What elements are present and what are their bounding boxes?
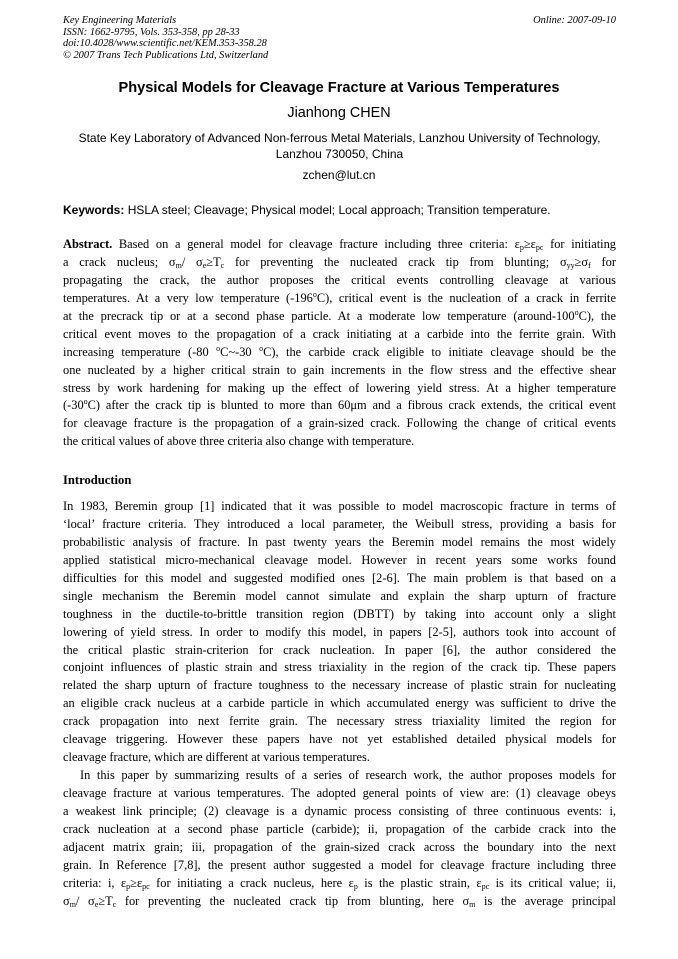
- abstract-label: Abstract.: [63, 237, 113, 251]
- keywords-label: Keywords:: [63, 203, 125, 217]
- abstract-line: increasing temperature (-80 $^o$C~-30 $^o$C), the carbide crack eligible to initiate cleavage should be the: [63, 343, 616, 359]
- issn-line: ISSN: 1662-9795, Vols. 353-358, pp 28-33: [63, 26, 240, 38]
- body-line: related the sharp upturn of fracture toughness to the necessary increase of plastic strain for nucleating: [63, 678, 616, 693]
- body-line: difficulties for this model and suggested modified ones [2-6]. The main problem is that based on a: [63, 570, 616, 585]
- author-email: zchen@lut.cn: [302, 168, 376, 182]
- body-line: crack propagation into next ferrite grain. The necessary stress triaxiality limited the region for: [63, 714, 616, 729]
- abstract-line: for cleavage fracture is the propagation of a grain-sized crack. Following the change of critical events: [63, 416, 616, 431]
- keywords-text: HSLA steel; Cleavage; Physical model; Local approach; Transition temperature.: [127, 203, 551, 217]
- affiliation-line: Lanzhou 730050, China: [275, 146, 404, 161]
- abstract-line: temperatures. At a very low temperature (-196$^o$C), critical event is the nucleation of a crack in ferrite: [63, 289, 617, 305]
- abstract-line: one nucleated by a higher critical strain to gain increments in the flow stress and the effective shear: [63, 362, 616, 377]
- copyright-line: © 2007 Trans Tech Publications Ltd, Switzerland: [63, 49, 269, 61]
- online-date: Online: 2007-09-10: [533, 15, 616, 26]
- abstract-line: (-30$^o$C) after the crack tip is blunted to more than 60μm and a fibrous crack extends, the critical event: [63, 397, 616, 413]
- body-line: ‘local’ fracture criteria. They introduced a local parameter, the Weibull stress, providing a basis for: [63, 516, 616, 531]
- body-line: a weakest link principle; (2) cleavage is a dynamic process consisting of three continuous events: i,: [63, 803, 616, 818]
- affiliation: [63, 131, 616, 162]
- paper-title: Physical Models for Cleavage Fracture at Various Temperatures: [118, 80, 560, 96]
- body-line: probabilistic analysis of fracture. In past twenty years the Beremin model remains the most widely: [63, 534, 616, 549]
- body-line: cleavage fracture, which are different at various temperatures.: [63, 750, 370, 765]
- body-line: an eligible crack nucleus at a carbide particle in which accumulated energy was sufficient to drive the: [63, 696, 616, 711]
- body-line: adjacent matrix grain; iii, propagation of the grain-sized crack across the boundary into the next: [63, 839, 616, 854]
- body-line: cleavage fracture at various temperatures. The adopted general points of view are: (1) cleavage obeys: [63, 786, 616, 800]
- abstract-line: Abstract. Based on a general model for cleavage fracture including three criteria: $\varepsilon_p\ge\varepsilon_{pc}$ for initiating: [63, 237, 616, 252]
- affiliation-line: State Key Laboratory of Advanced Non-ferrous Metal Materials, Lanzhou University of Technology,: [78, 131, 601, 145]
- keywords: [63, 203, 623, 217]
- body-line: applied statistical micro-mechanical cleavage model. However in recent years some works found: [63, 552, 616, 567]
- abstract-line: critical event moves to the propagation of a crack initiating at a carbide into the ferrite grain. With: [63, 326, 616, 341]
- doi-line: doi:10.4028/www.scientific.net/KEM.353-358.28: [63, 38, 267, 50]
- body-line: cleavage triggering. However these papers have not yet established detailed physical models for: [63, 732, 616, 747]
- introduction-body: [63, 498, 616, 911]
- body-line: In 1983, Beremin group [1] indicated that it was possible to model macroscopic fracture in terms of: [63, 499, 616, 513]
- body-line: the critical plastic strain-criterion for crack nucleation. In paper [6], the author considered the: [63, 642, 616, 657]
- body-line: In this paper by summarizing results of a series of research work, the author proposes models for: [80, 768, 616, 783]
- body-line: criteria: i, $\varepsilon_p\ge\varepsilon_{pc}$ for initiating a crack nucleus, here $\varepsilon_p$ is the plastic strain, $\varepsilon_{pc}$ is its critical value; ii,: [63, 875, 616, 891]
- body-line: single mechanism the Beremin model cannot simulate and explain the sharp upturn of fracture: [63, 588, 616, 603]
- abstract-line: at the precrack tip or at a second phase particle. At a moderate low temperature (around-100$^o$C), the: [63, 307, 616, 323]
- section-heading-introduction: Introduction: [63, 473, 132, 487]
- body-line: grain. In Reference [7,8], the present author suggested a model for cleavage fracture including three: [63, 857, 616, 872]
- abstract-line: stress by work hardening for making up the effect of lowering yield stress. At a higher temperature: [63, 380, 616, 395]
- body-line: crack nucleation at a second phase particle (carbide); ii, propagation of the carbide crack into the: [63, 821, 616, 836]
- journal-name: Key Engineering Materials: [63, 15, 177, 26]
- abstract-line: a crack nucleus; $\sigma_m/$ $\sigma_e\ge T_c$ for preventing the nucleated crack tip from blunting; $\sigma_{yy}\ge\sigma_f$ for: [63, 254, 616, 270]
- body-line: $\sigma_m/$ $\sigma_e\ge T_c$ for preventing the nucleated crack tip from blunting, here $\sigma_m$ is the average principal: [63, 893, 616, 909]
- abstract: [63, 236, 616, 451]
- body-line: lowering of yield stress. In order to modify this model, in papers [2-5], authors took into account of: [63, 624, 616, 639]
- journal-header: [63, 15, 616, 61]
- abstract-line: propagating the crack, the author proposes the critical events controlling cleavage at various: [63, 272, 616, 287]
- abstract-line: the critical values of above three criteria also change with temperature.: [63, 434, 415, 449]
- body-line: toughness in the ductile-to-brittle transition region (DBTT) by taking into account only a slight: [63, 606, 616, 621]
- author-name: Jianhong CHEN: [287, 105, 391, 121]
- body-line: conjoint influences of plastic strain and stress triaxiality in the region of the crack tip. These papers: [63, 660, 616, 675]
